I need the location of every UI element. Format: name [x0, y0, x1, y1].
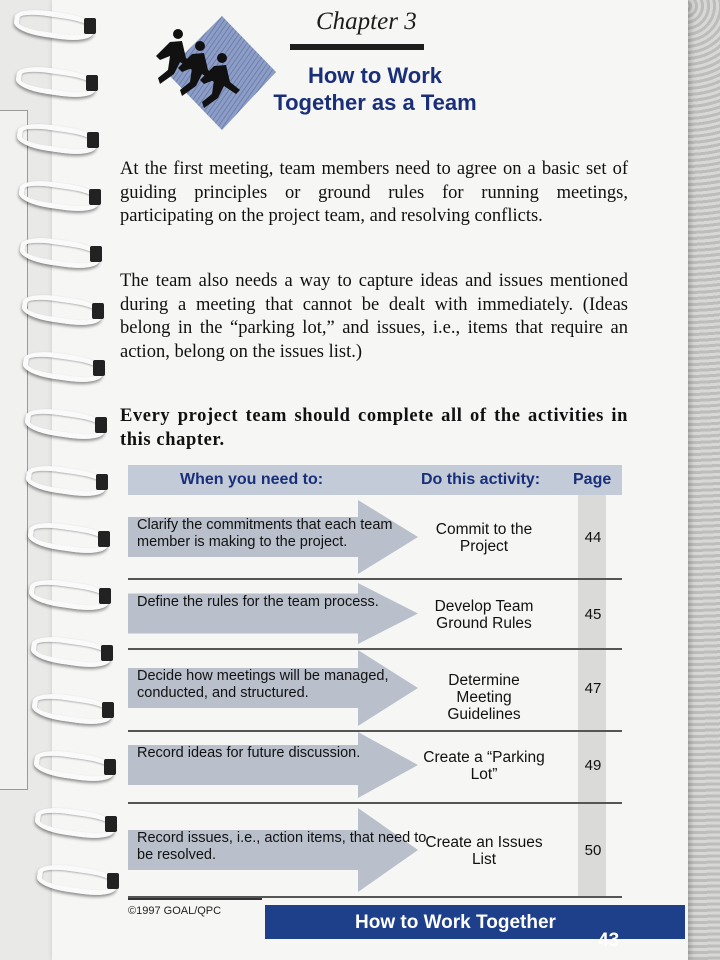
binding-hole	[87, 132, 99, 148]
page-title	[240, 62, 510, 116]
binding-hole	[93, 360, 105, 376]
title-line-1: How to Work	[307, 63, 443, 88]
binding-hole	[84, 18, 96, 34]
binding-hole	[104, 759, 116, 775]
row-activity: Create an Issues List	[425, 834, 543, 868]
table-header	[128, 465, 622, 495]
row-arrow	[128, 730, 418, 800]
binding-hole	[101, 645, 113, 661]
binding-hole	[89, 189, 101, 205]
row-need-text: Define the rules for the team process.	[137, 593, 379, 610]
binding-hole	[107, 873, 119, 889]
underlying-page-edge	[0, 110, 28, 790]
row-page-number: 44	[584, 529, 602, 546]
binding-hole	[105, 816, 117, 832]
column-header-need: When you need to:	[180, 471, 324, 488]
chapter-label: Chapter 3	[316, 8, 417, 35]
row-activity: Create a “Parking Lot”	[423, 749, 545, 783]
row-divider	[128, 578, 622, 580]
row-need-text: Record issues, i.e., action items, that need to be resolved.	[137, 830, 427, 863]
row-activity: Develop Team Ground Rules	[434, 597, 534, 632]
footer-rule	[128, 898, 262, 900]
row-page-number: 49	[584, 757, 602, 774]
row-activity: Commit to the Project	[435, 521, 533, 555]
page-number: 43	[598, 930, 620, 951]
parking-lot-paragraph: The team also needs a way to capture ideas and issues mentioned during a meeting that cannot be dealt with immediately. (Ideas belong in the “parking lot,” and issues, i.e., items that require an action, belong on the issues list.)	[120, 271, 628, 362]
binding-hole	[96, 474, 108, 490]
row-divider	[128, 802, 622, 804]
row-page-number: 47	[584, 680, 602, 697]
row-need-text: Decide how meetings will be managed, conducted, and structured.	[137, 668, 389, 701]
binding-hole	[95, 417, 107, 433]
emphasis-paragraph: Every project team should complete all of the activities in this chapter.	[120, 406, 628, 450]
binding-hole	[86, 75, 98, 91]
binding-hole	[99, 588, 111, 604]
chapter-rule	[290, 44, 424, 50]
binding-hole	[98, 531, 110, 547]
binding-hole	[90, 246, 102, 262]
title-line-2: Together as a Team	[273, 90, 477, 115]
row-page-number: 50	[584, 842, 602, 859]
copyright: ©1997 GOAL/QPC	[128, 905, 222, 917]
column-header-page: Page	[573, 471, 612, 488]
row-page-number: 45	[584, 605, 602, 623]
footer-section-title: How to Work Together	[355, 912, 556, 933]
intro-paragraph: At the first meeting, team members need to agree on a basic set of guiding principles or ground rules for running meetings, participating on the project team, and resolving conflicts.	[120, 159, 628, 226]
column-header-activity: Do this activity:	[421, 471, 541, 488]
row-arrow	[128, 581, 418, 646]
row-activity: Determine Meeting Guidelines	[447, 672, 521, 723]
binding-hole	[92, 303, 104, 319]
row-need-text: Record ideas for future discussion.	[137, 745, 361, 761]
binding-hole	[102, 702, 114, 718]
row-need-text: Clarify the commitments that each team member is making to the project.	[137, 517, 393, 550]
